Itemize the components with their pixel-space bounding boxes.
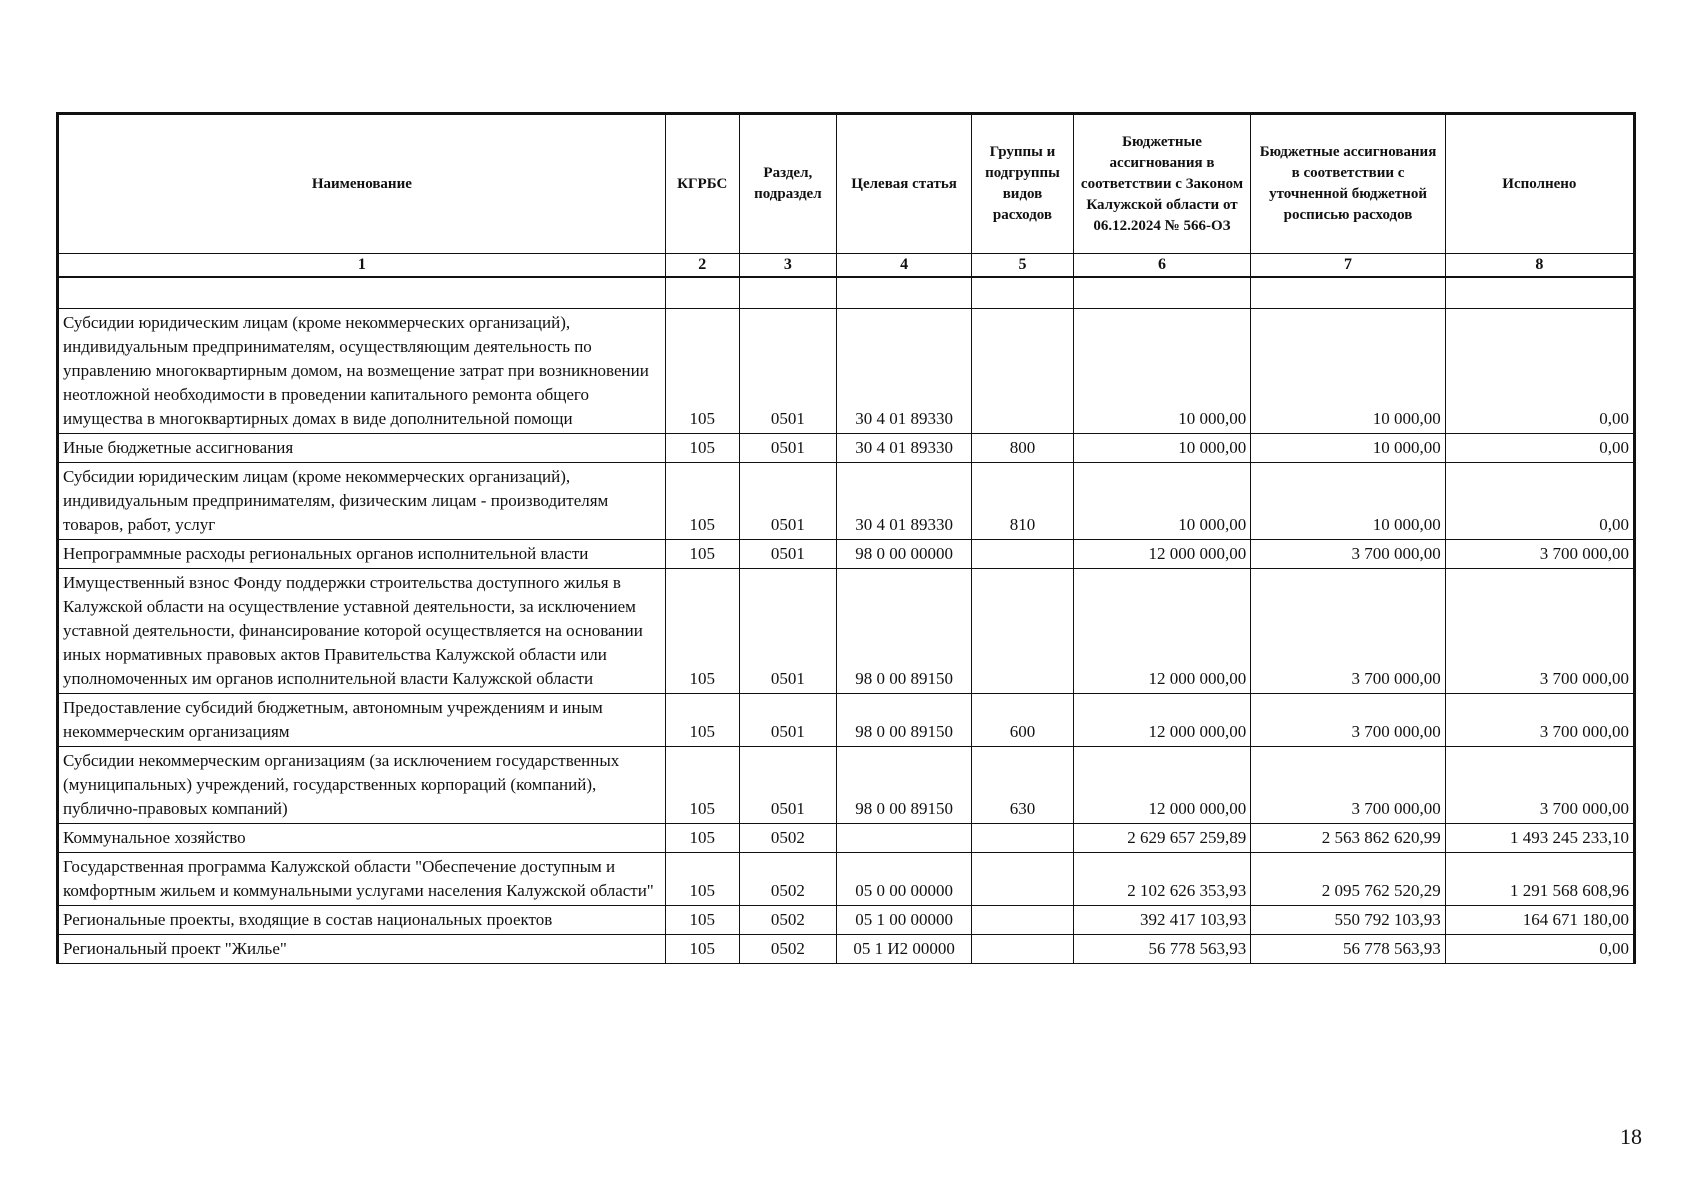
row-expense-group [972, 824, 1073, 853]
row-executed-amount: 3 700 000,00 [1445, 540, 1634, 569]
row-plan-amount: 10 000,00 [1251, 434, 1445, 463]
header-executed: Исполнено [1445, 114, 1634, 254]
row-target-article: 05 1 00 00000 [836, 906, 971, 935]
table-row [58, 569, 1635, 694]
table-row [58, 906, 1635, 935]
header-law-allocations: Бюджетные ассигнования в соответствии с Законом Калужской области от 06.12.2024 № 566-ОЗ [1073, 114, 1251, 254]
row-name: Имущественный взнос Фонду поддержки строительства доступного жилья в Калужской области на осуществление уставной деятельности, за исключением уставной деятельности, финансирование которой осуществляется на основании иных нормативных правовых актов Правительства Калужской области или уполномоченных им органов исполнительной власти Калужской области [58, 569, 666, 694]
row-plan-amount: 2 563 862 620,99 [1251, 824, 1445, 853]
row-expense-group [972, 540, 1073, 569]
row-razdel: 0502 [739, 935, 836, 964]
row-law-amount: 392 417 103,93 [1073, 906, 1251, 935]
row-kgrbs: 105 [665, 824, 739, 853]
row-target-article: 98 0 00 00000 [836, 540, 971, 569]
row-razdel: 0502 [739, 824, 836, 853]
row-kgrbs: 105 [665, 540, 739, 569]
header-name: Наименование [58, 114, 666, 254]
row-expense-group: 800 [972, 434, 1073, 463]
row-law-amount: 56 778 563,93 [1073, 935, 1251, 964]
row-razdel: 0501 [739, 434, 836, 463]
row-executed-amount: 0,00 [1445, 434, 1634, 463]
row-kgrbs: 105 [665, 434, 739, 463]
row-plan-amount: 10 000,00 [1251, 463, 1445, 540]
column-number: 7 [1251, 254, 1445, 278]
column-number: 4 [836, 254, 971, 278]
header-expense-groups: Группы и подгруппы видов расходов [972, 114, 1073, 254]
row-law-amount: 10 000,00 [1073, 434, 1251, 463]
row-razdel: 0501 [739, 747, 836, 824]
row-executed-amount: 3 700 000,00 [1445, 694, 1634, 747]
row-target-article: 98 0 00 89150 [836, 569, 971, 694]
table-header-row [58, 114, 1635, 254]
row-kgrbs: 105 [665, 694, 739, 747]
row-law-amount: 2 629 657 259,89 [1073, 824, 1251, 853]
row-kgrbs: 105 [665, 853, 739, 906]
row-plan-amount: 3 700 000,00 [1251, 569, 1445, 694]
table-row [58, 309, 1635, 434]
row-expense-group [972, 853, 1073, 906]
row-name: Региональные проекты, входящие в состав национальных проектов [58, 906, 666, 935]
row-expense-group: 600 [972, 694, 1073, 747]
row-target-article: 98 0 00 89150 [836, 694, 971, 747]
spacer-row [58, 277, 1635, 309]
row-target-article: 05 0 00 00000 [836, 853, 971, 906]
row-plan-amount: 550 792 103,93 [1251, 906, 1445, 935]
row-executed-amount: 3 700 000,00 [1445, 569, 1634, 694]
row-name: Иные бюджетные ассигнования [58, 434, 666, 463]
row-razdel: 0501 [739, 569, 836, 694]
row-razdel: 0501 [739, 694, 836, 747]
row-executed-amount: 3 700 000,00 [1445, 747, 1634, 824]
row-kgrbs: 105 [665, 463, 739, 540]
row-plan-amount: 10 000,00 [1251, 309, 1445, 434]
row-name: Региональный проект "Жилье" [58, 935, 666, 964]
row-executed-amount: 164 671 180,00 [1445, 906, 1634, 935]
row-razdel: 0501 [739, 463, 836, 540]
row-expense-group [972, 935, 1073, 964]
header-kgrbs: КГРБС [665, 114, 739, 254]
header-target-article: Целевая статья [836, 114, 971, 254]
row-name: Коммунальное хозяйство [58, 824, 666, 853]
row-name: Субсидии юридическим лицам (кроме некоммерческих организаций), индивидуальным предпринимателям, физическим лицам - производителям товаров, работ, услуг [58, 463, 666, 540]
budget-table [56, 112, 1636, 964]
row-expense-group [972, 309, 1073, 434]
row-name: Государственная программа Калужской области "Обеспечение доступным и комфортным жильем и коммунальными услугами населения Калужской области" [58, 853, 666, 906]
table-row [58, 434, 1635, 463]
row-executed-amount: 0,00 [1445, 463, 1634, 540]
table-row [58, 747, 1635, 824]
row-target-article: 30 4 01 89330 [836, 434, 971, 463]
row-law-amount: 12 000 000,00 [1073, 747, 1251, 824]
row-kgrbs: 105 [665, 747, 739, 824]
row-executed-amount: 1 291 568 608,96 [1445, 853, 1634, 906]
row-kgrbs: 105 [665, 309, 739, 434]
row-kgrbs: 105 [665, 935, 739, 964]
table-row [58, 935, 1635, 964]
row-plan-amount: 3 700 000,00 [1251, 540, 1445, 569]
row-target-article: 30 4 01 89330 [836, 309, 971, 434]
table-row [58, 824, 1635, 853]
row-expense-group: 630 [972, 747, 1073, 824]
table-row [58, 540, 1635, 569]
row-razdel: 0502 [739, 906, 836, 935]
row-razdel: 0501 [739, 309, 836, 434]
column-number: 1 [58, 254, 666, 278]
column-number: 5 [972, 254, 1073, 278]
row-target-article [836, 824, 971, 853]
row-executed-amount: 0,00 [1445, 309, 1634, 434]
row-law-amount: 12 000 000,00 [1073, 694, 1251, 747]
row-plan-amount: 3 700 000,00 [1251, 694, 1445, 747]
table-row [58, 463, 1635, 540]
row-expense-group: 810 [972, 463, 1073, 540]
row-law-amount: 10 000,00 [1073, 463, 1251, 540]
row-plan-amount: 3 700 000,00 [1251, 747, 1445, 824]
row-razdel: 0502 [739, 853, 836, 906]
row-kgrbs: 105 [665, 569, 739, 694]
row-razdel: 0501 [739, 540, 836, 569]
row-name: Субсидии некоммерческим организациям (за исключением государственных (муниципальных) учреждений, государственных корпораций (компаний), публично-правовых компаний) [58, 747, 666, 824]
column-number-row [58, 254, 1635, 278]
column-number: 8 [1445, 254, 1634, 278]
row-plan-amount: 2 095 762 520,29 [1251, 853, 1445, 906]
header-refined-allocations: Бюджетные ассигнования в соответствии с уточненной бюджетной росписью расходов [1251, 114, 1445, 254]
row-expense-group [972, 569, 1073, 694]
row-name: Предоставление субсидий бюджетным, автономным учреждениям и иным некоммерческим организациям [58, 694, 666, 747]
column-number: 2 [665, 254, 739, 278]
header-razdel: Раздел, подраздел [739, 114, 836, 254]
row-name: Непрограммные расходы региональных органов исполнительной власти [58, 540, 666, 569]
row-kgrbs: 105 [665, 906, 739, 935]
row-target-article: 98 0 00 89150 [836, 747, 971, 824]
row-law-amount: 12 000 000,00 [1073, 540, 1251, 569]
page-number: 18 [1620, 1124, 1642, 1149]
row-law-amount: 2 102 626 353,93 [1073, 853, 1251, 906]
row-target-article: 30 4 01 89330 [836, 463, 971, 540]
row-executed-amount: 0,00 [1445, 935, 1634, 964]
row-name: Субсидии юридическим лицам (кроме некоммерческих организаций), индивидуальным предпринимателям, осуществляющим деятельность по управлению многоквартирным домом, на возмещение затрат при возникновении неотложной необходимости в проведении капитального ремонта общего имущества в многоквартирных домах в виде дополнительной помощи [58, 309, 666, 434]
column-number: 6 [1073, 254, 1251, 278]
row-plan-amount: 56 778 563,93 [1251, 935, 1445, 964]
row-law-amount: 12 000 000,00 [1073, 569, 1251, 694]
table-row [58, 694, 1635, 747]
table-row [58, 853, 1635, 906]
row-expense-group [972, 906, 1073, 935]
row-target-article: 05 1 И2 00000 [836, 935, 971, 964]
row-executed-amount: 1 493 245 233,10 [1445, 824, 1634, 853]
column-number: 3 [739, 254, 836, 278]
row-law-amount: 10 000,00 [1073, 309, 1251, 434]
